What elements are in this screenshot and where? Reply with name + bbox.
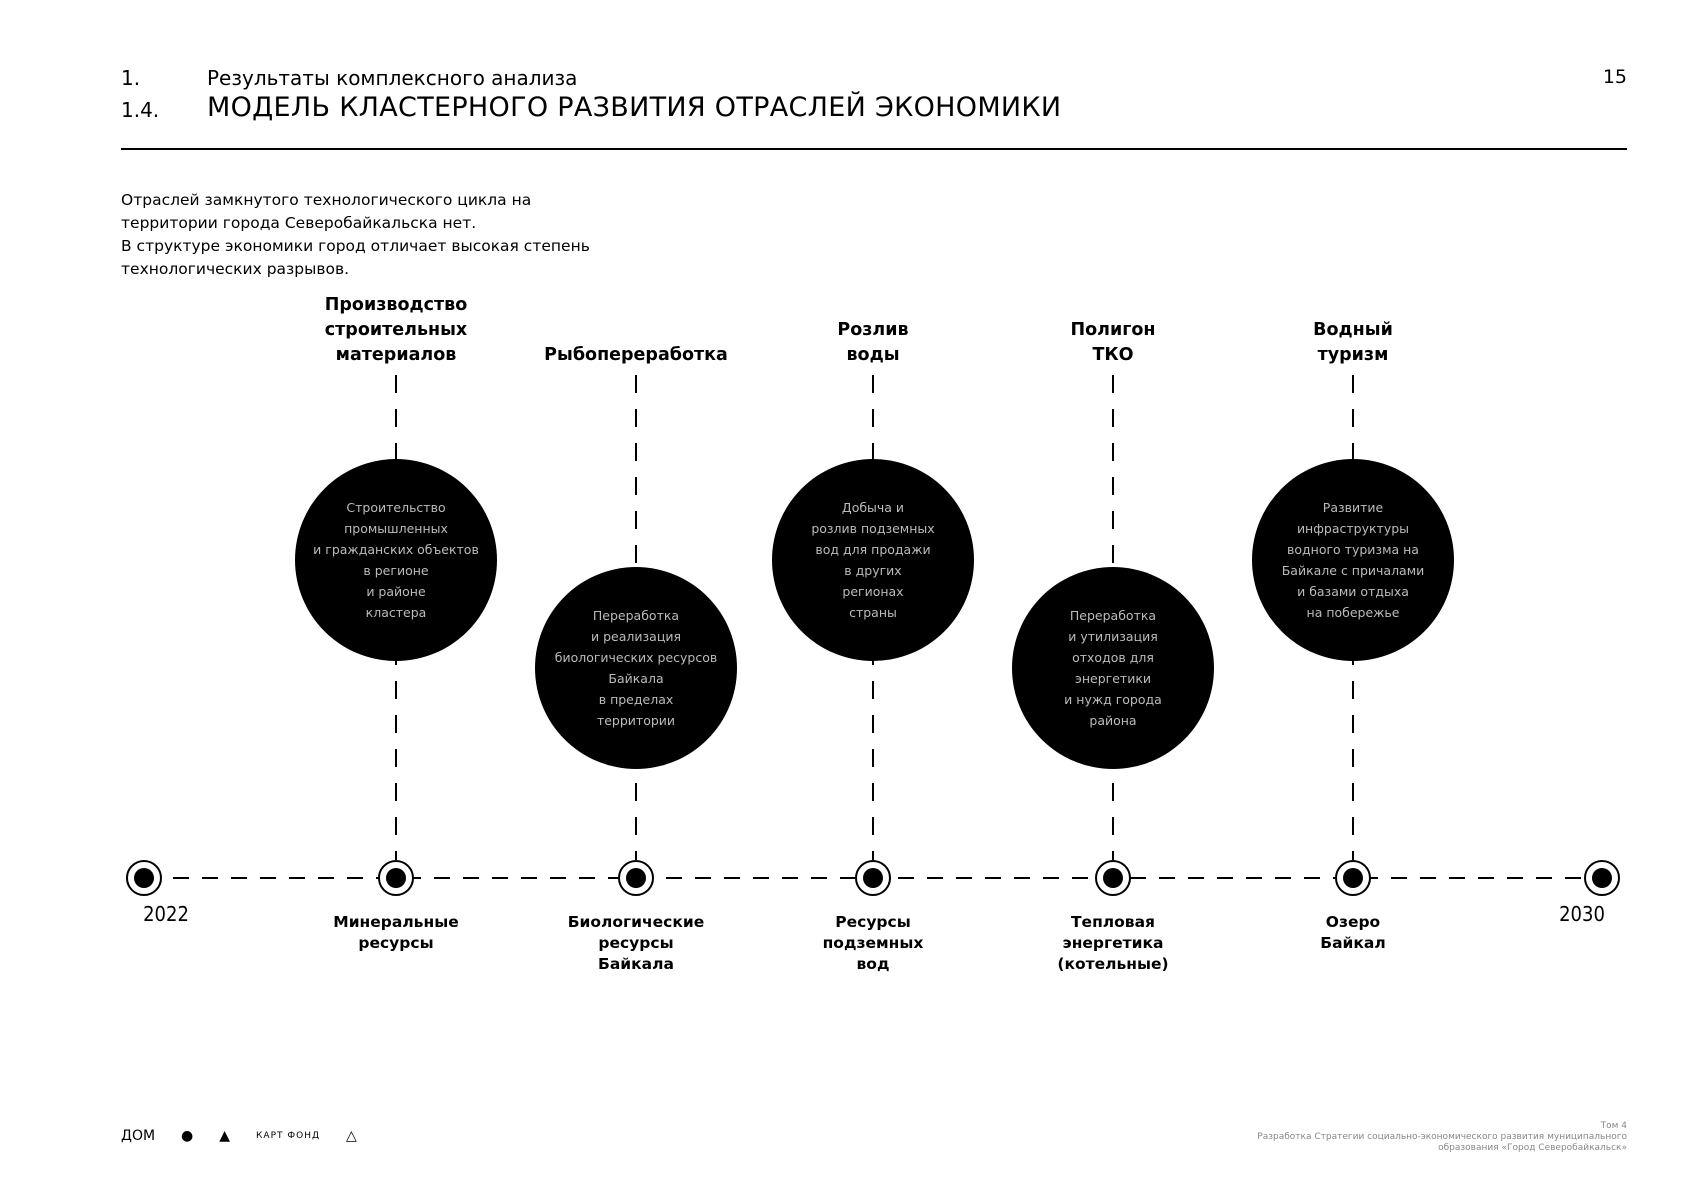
page-title: МОДЕЛЬ КЛАСТЕРНОГО РАЗВИТИЯ ОТРАСЛЕЙ ЭКОНОМИКИ <box>207 92 1062 123</box>
circle-text: Переработка и реализация биологических ресурсов Байкала в пределах территории <box>554 608 718 728</box>
footer-logos <box>121 1128 357 1144</box>
ship-logo: ▲ <box>219 1128 231 1144</box>
sector-label: Полигон ТКО <box>1070 320 1156 365</box>
cluster-node-dot <box>626 868 646 888</box>
circle-text: Строительство промышленных и гражданских объектов в регионе и районе кластера <box>313 500 479 620</box>
footer-note-line-3: образования «Город Северобайкальск» <box>1438 1143 1627 1153</box>
kartfond-logo: КАРТ ФОНД <box>256 1131 321 1141</box>
resource-label: Минеральные ресурсы <box>333 913 459 952</box>
circle-text: Развитие инфраструктуры водного туризма на Байкале с причалами и базами отдыха на побережье <box>1281 500 1425 620</box>
footer-note-line-1: Том 4 <box>1600 1121 1627 1131</box>
drop-logo: ● <box>181 1128 194 1144</box>
resource-label: Озеро Байкал <box>1320 913 1386 952</box>
footer-note-line-2: Разработка Стратегии социально-экономического развития муниципального <box>1257 1132 1627 1142</box>
cluster-node-dot <box>863 868 883 888</box>
circle-text: Переработка и утилизация отходов для энергетики и нужд города района <box>1064 608 1162 728</box>
sector-label: Водный туризм <box>1313 320 1393 365</box>
sector-label: Розлив воды <box>837 320 909 365</box>
cluster-node-dot <box>386 868 406 888</box>
footer-note <box>1207 1121 1627 1154</box>
resource-label: Ресурсы подземных вод <box>822 913 924 973</box>
sector-label: Рыбопереработка <box>544 345 728 365</box>
intro-line-2: В структуре экономики город отличает высокая степень технологических разрывов. <box>121 237 590 278</box>
cluster-node-dot <box>1103 868 1123 888</box>
circle-text: Добыча и розлив подземных вод для продажи в других регионах страны <box>811 500 935 620</box>
emblem-logo: △ <box>346 1128 357 1144</box>
start-year-label: 2022 <box>143 902 189 926</box>
page-number: 15 <box>1602 66 1627 88</box>
timeline-start-node-dot <box>134 868 154 888</box>
sector-label: Производство строительных материалов <box>324 295 468 365</box>
section-number: 1. <box>121 66 141 90</box>
intro-line-1: Отраслей замкнутого технологического цикла на территории города Северобайкальска нет. <box>121 191 532 232</box>
timeline-end-node-dot <box>1592 868 1612 888</box>
cluster-node-dot <box>1343 868 1363 888</box>
end-year-label: 2030 <box>1559 902 1605 926</box>
section-title: Результаты комплексного анализа <box>207 66 578 90</box>
resource-label: Биологические ресурсы Байкала <box>567 913 705 973</box>
resource-label: Тепловая энергетика (котельные) <box>1057 913 1169 973</box>
subsection-number: 1.4. <box>121 98 160 122</box>
dom-logo: ДОМ <box>121 1128 156 1144</box>
